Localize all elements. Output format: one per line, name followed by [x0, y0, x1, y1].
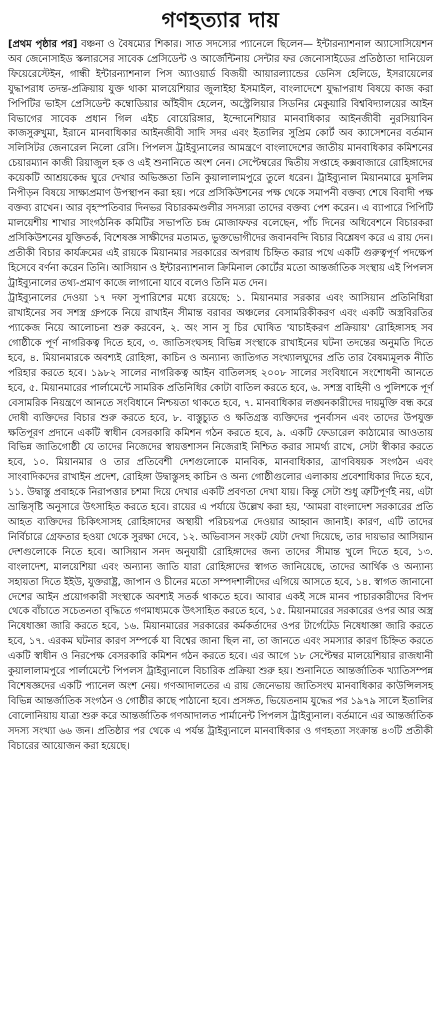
article-paragraph — [8, 292, 433, 754]
paragraph-text: ট্রাইব্যুনালের দেওয়া ১৭ দফা সুপারিশের মধ্যে রয়েছে: ১. মিয়ানমার সরকার এবং আসিয়ান প্রতিনিধিরা রাখাইনের সব সশস্ত্র গ্রুপকে নিয়ে রাখাইন সীমান্ত বরাবর অঞ্চলের বেসামরিকীকরণ এবং একটি অস্ত্রবিরতির প্যাকেজ নিয়ে আলোচনা শুরু করবেন, ২. অং সান সু চির ঘোষিত 'যাচাইকরণ প্রক্রিয়ায়' রোহিঙ্গাসহ সব গোষ্ঠীকে পূর্ণ নাগরিকত্ব দিতে হবে, ৩. জাতিসংঘসহ বিভিন্ন সংস্থাকে রাখাইনের ঘটনা তদন্তের অনুমতি দিতে হবে, ৪. মিয়ানমারকে অবশ্যই রোহিঙ্গা, কাচিন ও অন্যান্য জাতিগত সংখ্যালঘুদের প্রতি তার বৈষম্যমূলক নীতি পরিহার করতে হবে। ১৯৮২ সালের নাগরিকত্ব আইন বাতিলসহ ২০০৮ সালের সংবিধানে সংশোধনী আনতে হবে, ৫. মিয়ানমারের পার্লামেন্টে সামরিক প্রতিনিধির কোটা বাতিল করতে হবে, ৬. সশস্ত্র বাহিনী ও পুলিশকে পূর্ণ বেসামরিক নিয়ন্ত্রণে আনতে সংবিধানে নিশ্চয়তা থাকতে হবে, ৭. মানবাধিকার লঙ্ঘনকারীদের দায়মুক্তি বন্ধ করে দোষী ব্যক্তিদের বিচার শুরু করতে হবে, ৮. বাস্তুচ্যুত ও ক্ষতিগ্রস্ত ব্যক্তিদের পুনর্বাসন এবং তাদের উপযুক্ত ক্ষতিপূরণ প্রদানে একটি স্বাধীন বেসরকারি কমিশন গঠন করতে হবে, ৯. একটি ফেডারেল কাঠামোর আওতায় বিভিন্ন জাতিগোষ্ঠী যে তাদের নিজেদের স্বায়ত্তশাসন নিজেরাই নিশ্চিত করার সামর্থ্য রাখে, সেটা স্বীকার করতে হবে, ১০. মিয়ানমার ও তার প্রতিবেশী দেশগুলোকে মানবিক, মানবাধিকার, ত্রাণবিষয়ক সংগঠন এবং সাংবাদিকদের রাখাইন প্রদেশ, রোহিঙ্গা উদ্বাস্তুসহ কাচিন ও অন্য গোষ্ঠীগুলোর এলাকায় প্রবেশাধিকার দিতে হবে, ১১. উদ্বাস্তু প্রবাহকে নিরাপত্তার চশমা দিয়ে দেখার একটি প্রবণতা দেখা যায়। কিন্তু সেটা শুধু ত্রুটিপূর্ণই নয়, এটা ভ্রান্তিসৃষ্টি অনুসারে উৎসাহিত করতে হবে। রায়ের এ পর্যায়ে উল্লেখ করা হয়, 'আমরা বাংলাদেশ সরকারের প্রতি আহত ব্যক্তিদের চিকিৎসাসহ রোহিঙ্গাদের অস্থায়ী পরিচয়পত্র দেওয়ার আহ্বান জানাই। কারণ, এটি তাদের নির্বিচারে গ্রেফতার হওয়া থেকে সুরক্ষা দেবে, ১২. অভিবাসন সংকট যেটা দেখা দিয়েছে, তার দায়ভার আসিয়ান দেশগুলোকে নিতে হবে। আসিয়ান সনদ অনুযায়ী রোহিঙ্গাদের জন্য তাদের সীমান্ত খুলে দিতে হবে, ১৩. বাংলাদেশ, মালয়েশিয়া এবং অন্যান্য জাতি যারা রোহিঙ্গাদের স্বাগত জানিয়েছে, তাদের আর্থিক ও অন্যান্য সহায়তা দিতে ইইউ, যুক্তরাষ্ট্র, জাপান ও চীনের মতো সম্পদশালীদের এগিয়ে আসতে হবে, ১৪. স্বাগত জানানো দেশের আইন প্রয়োগকারী সংস্থাকে অবশ্যই সতর্ক থাকতে হবে। আবার একই সঙ্গে মানব পাচারকারীদের বিপদ থেকে বাঁচাতে সচেতনতা বৃদ্ধিতে গণমাধ্যমকে উৎসাহিত করতে হবে, ১৫. মিয়ানমারের সরকারের ওপর আর অস্ত্র নিষেধাজ্ঞা জারি করতে হবে, ১৬. মিয়ানমারের সরকারের কর্মকর্তাদের ওপর টার্গেটেড নিষেধাজ্ঞা জারি করতে হবে, ১৭. এরকম ঘটনার কারণ সম্পর্কে যা বিশ্বের জানা ছিল না, তা জানতে এবং সমস্যার কারণ চিহ্নিত করতে একটি স্বাধীন ও নিরপেক্ষ বেসরকারি কমিশন গঠন করতে হবে। এর আগে ১৮ সেপ্টেম্বর মালয়েশিয়ার রাজধানী কুয়ালালামপুরে পার্লামেন্টে পিপলস ট্রাইব্যুনালে বিচারিক প্রক্রিয়া শুরু হয়। শুনানিতে আন্তর্জাতিক খ্যাতিসম্পন্ন বিশেষজ্ঞদের একটি প্যানেল অংশ নেয়। গণআদালতের এ রায় জেনেভায় জাতিসংঘ মানবাধিকার কাউন্সিলসহ বিভিন্ন আন্তর্জাতিক সংগঠন ও গোষ্ঠীর কাছে পাঠানো হবে। প্রসঙ্গত, ভিয়েতনাম যুদ্ধের পর ১৯৭৯ সালে ইতালির বোলোনিয়ায় যাত্রা শুরু করে আন্তর্জাতিক গণআদালত পার্মানেন্ট পিপলস ট্রাইব্যুনাল। বর্তমানে এর আন্তর্জাতিক সদস্য সংখ্যা ৬৬ জন। প্রতিষ্ঠার পর থেকে এ পর্যন্ত ট্রাইব্যুনালে মানবাধিকার ও গণহত্যা সংক্রান্ত ৪৩টি প্রতীকী বিচারের আয়োজন করা হয়েছে। — [8, 293, 433, 752]
paragraph-text: বঞ্চনা ও বৈষম্যের শিকার। সাত সদস্যের প্যানেলে ছিলেন— ইন্টারন্যাশনাল অ্যাসোসিয়েশন অব জেনোসাইড স্কলারসের সাবেক প্রেসিডেন্ট ও আর্জেন্টিনায় সেন্টার ফর জেনোসাইডের প্রতিষ্ঠাতা দানিয়েল ফিয়েরেস্টেইন, গান্ধী ইন্টারন্যাশনাল পিস অ্যাওয়ার্ড বিজয়ী আয়ারল্যান্ডের ডেনিস হেলিডে, ইসরায়েলের যুদ্ধাপরাধ তদন্ত-প্রক্রিয়ায় যুক্ত থাকা মালয়েশিয়ার জুলাইহা ইসমাইল, বাংলাদেশে যুদ্ধাপরাধ বিষয়ে কাজ করা পিপিটির ভাইস প্রেসিডেন্ট কম্বোডিয়ার আঁইবীদ হেলেন, অস্ট্রেলিয়ার সিডনির মেকুয়ারি বিশ্ববিদ্যালয়ের আইন বিভাগের সাবেক প্রধান গিল এইচ বোয়েরিঙ্গার, ইন্দোনেশিয়ার মানবাধিকার আইনজীবী নুরসিয়াবিন কাজসুরুখুমা, ইরানে মানবাধিকার আইনজীবী সাদি সদর এবং ইতালির সুপ্রিম কোর্ট অব ক্যাসেশনের বর্তমান সলিসিটর জেনারেল নিলো রেসি। পিপলস ট্রাইব্যুনালের আমন্ত্রণে বাংলাদেশের জাতীয় মানবাধিকার কমিশনের চেয়ারম্যান কাজী রিয়াজুল হক ও এই শুনানিতে অংশ নেন। সেপ্টেম্বরের দ্বিতীয় সপ্তাহে কক্সবাজারে রোহিঙ্গাদের কয়েকটি আশ্রয়কেন্দ্র ঘুরে দেখার অভিজ্ঞতা তিনি কুয়ালালামপুরে তুলে ধরেন। ট্রাইব্যুনাল মিয়ানমারে মুসলিম নিপীড়ন বিষয়ে সাক্ষ্যপ্রমাণ উপস্থাপন করা হয়। পরে প্রসিকিউশনের পক্ষ থেকে সমাপনী বক্তব্য শেষে বিবাদী পক্ষ বক্তব্য রাখেন। আর বৃহস্পতিবার দিনভর বিচারকমণ্ডলীর সদস্যরা তাদের বক্তব্য পেশ করেন। এ ব্যাপারে পিপিটি মালয়েশীয় শাখার সাংগঠনিক কমিটির সভাপতি চন্দ্র মোজাফফর বলেছেন, পাঁচ দিনের অধিবেশনে বিচারকরা প্রসিকিউশনের যুক্তিতর্ক, বিশেষজ্ঞ সাক্ষীদের মতামত, ভুক্তভোগীদের জবানবন্দি বিচার বিশ্লেষণ করে এ রায় দেন। প্রতীকী বিচার কার্যক্রমের এই রায়কে মিয়ানমার সরকারের অপরাধ চিহ্নিত করার পথে একটি গুরুত্বপূর্ণ পদক্ষেপ হিসেবে বর্ণনা করেন তিনি। আসিয়ান ও ইন্টারন্যাশনাল ক্রিমিনাল কোর্টের মতো আন্তর্জাতিক সংস্থায় এই পিপলস ট্রাইব্যুনালের তথ্য-প্রমাণ কাজে লাগানো যাবে বলেও তিনি মত দেন। — [8, 39, 433, 289]
article-headline: গণহত্যার দায় — [161, 8, 280, 32]
continuation-label: [প্রথম পৃষ্ঠার পর] — [8, 39, 78, 50]
article-paragraph — [8, 38, 433, 291]
article-body — [8, 38, 433, 755]
